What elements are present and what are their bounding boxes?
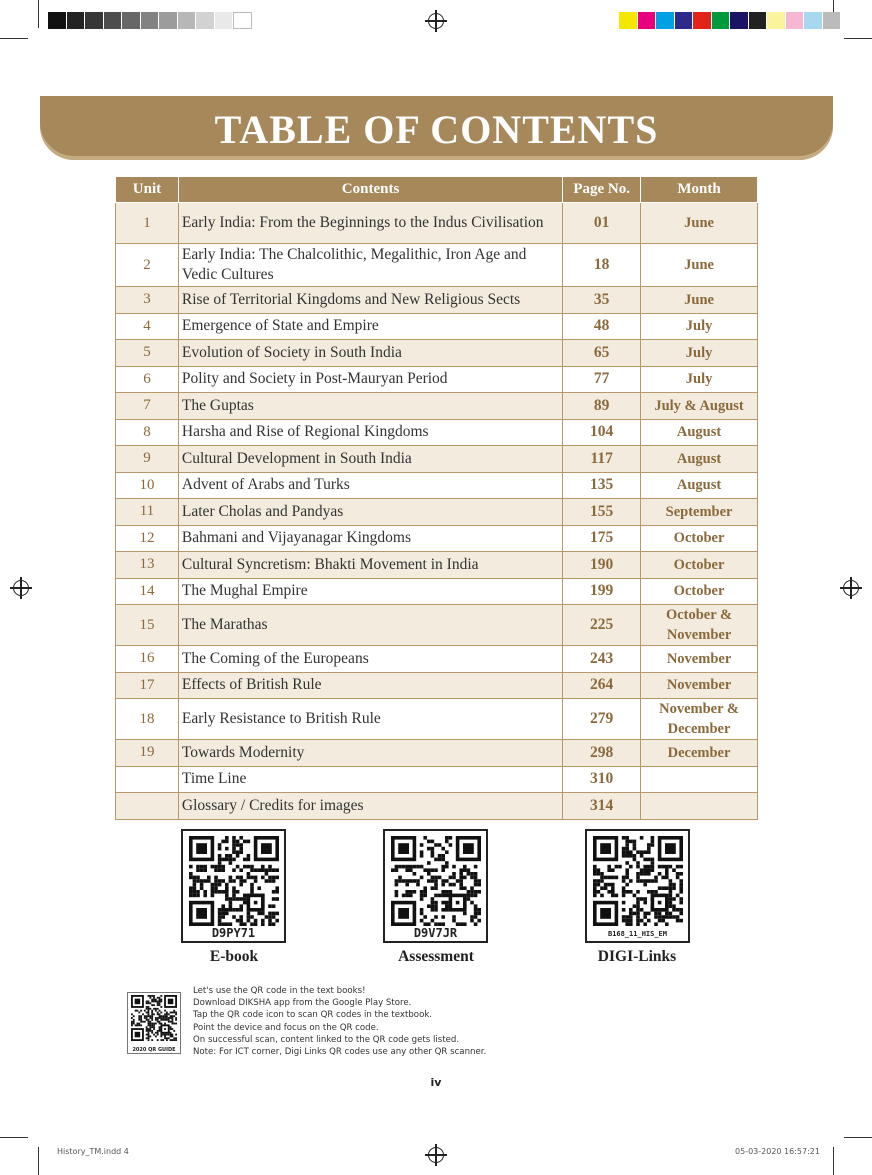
instruction-line: Download DIKSHA app from the Google Play Store. bbox=[193, 998, 412, 1009]
instruction-line: Point the device and focus on the QR code. bbox=[193, 1022, 379, 1033]
table-row bbox=[116, 419, 758, 446]
page-cell: 65 bbox=[563, 340, 641, 367]
table-row bbox=[116, 525, 758, 552]
month-cell: November & December bbox=[641, 699, 758, 740]
contents-cell: Harsha and Rise of Regional Kingdoms bbox=[178, 419, 562, 446]
table-row bbox=[116, 552, 758, 579]
ebook-label: E-book bbox=[209, 948, 259, 965]
contents-cell: Emergence of State and Empire bbox=[178, 313, 562, 340]
crop-mark bbox=[844, 38, 872, 39]
unit-cell: 9 bbox=[116, 446, 179, 473]
month-cell: December bbox=[641, 740, 758, 767]
contents-cell: Evolution of Society in South India bbox=[178, 340, 562, 367]
contents-cell: Early India: The Chalcolithic, Megalithic, Iron Age and Vedic Cultures bbox=[178, 244, 562, 287]
month-cell: November bbox=[641, 672, 758, 699]
contents-table bbox=[115, 176, 758, 820]
qr-code-text: B168_11_HIS_EM bbox=[607, 930, 667, 938]
instruction-line: Let's use the QR code in the text books! bbox=[193, 986, 366, 996]
page-cell: 89 bbox=[563, 393, 641, 420]
month-cell: November bbox=[641, 646, 758, 673]
unit-cell: 5 bbox=[116, 340, 179, 367]
month-cell: October & November bbox=[641, 605, 758, 646]
registration-mark bbox=[428, 13, 444, 29]
month-cell: June bbox=[641, 203, 758, 244]
month-cell: September bbox=[641, 499, 758, 526]
contents-cell: The Coming of the Europeans bbox=[178, 646, 562, 673]
month-cell: August bbox=[641, 446, 758, 473]
footer-filename: History_TM.indd 4 bbox=[57, 1147, 129, 1156]
page-cell: 243 bbox=[563, 646, 641, 673]
instruction-line: On successful scan, content linked to the QR code gets listed. bbox=[193, 1034, 460, 1045]
table-row bbox=[116, 605, 758, 646]
contents-cell: Towards Modernity bbox=[178, 740, 562, 767]
table-row bbox=[116, 287, 758, 314]
page-cell: 279 bbox=[563, 699, 641, 740]
qr-code-text: D9V7JR bbox=[413, 926, 458, 940]
page-cell: 135 bbox=[563, 472, 641, 499]
table-row bbox=[116, 646, 758, 673]
crop-mark bbox=[844, 1137, 872, 1138]
unit-cell: 10 bbox=[116, 472, 179, 499]
unit-cell: 19 bbox=[116, 740, 179, 767]
month-cell: October bbox=[641, 552, 758, 579]
table-row bbox=[116, 446, 758, 473]
page-cell: 199 bbox=[563, 578, 641, 605]
contents-cell: Polity and Society in Post-Mauryan Period bbox=[178, 366, 562, 393]
contents-cell: Bahmani and Vijayanagar Kingdoms bbox=[178, 525, 562, 552]
qr-pattern-icon bbox=[593, 836, 683, 926]
crop-mark bbox=[38, 1147, 39, 1175]
registration-mark bbox=[428, 1147, 444, 1163]
page-cell: 35 bbox=[563, 287, 641, 314]
table-row bbox=[116, 672, 758, 699]
contents-cell: Advent of Arabs and Turks bbox=[178, 472, 562, 499]
ebook-qr-code[interactable] bbox=[181, 829, 286, 943]
contents-cell: The Marathas bbox=[178, 605, 562, 646]
page-cell: 117 bbox=[563, 446, 641, 473]
table-row bbox=[116, 244, 758, 287]
month-cell: July bbox=[641, 313, 758, 340]
table-row bbox=[116, 499, 758, 526]
registration-mark bbox=[843, 580, 859, 596]
unit-cell: 12 bbox=[116, 525, 179, 552]
page-cell: 155 bbox=[563, 499, 641, 526]
month-cell: July & August bbox=[641, 393, 758, 420]
contents-cell: Early Resistance to British Rule bbox=[178, 699, 562, 740]
table-row bbox=[116, 313, 758, 340]
page-cell: 190 bbox=[563, 552, 641, 579]
contents-cell: Cultural Development in South India bbox=[178, 446, 562, 473]
unit-cell: 4 bbox=[116, 313, 179, 340]
contents-cell: Early India: From the Beginnings to the Indus Civilisation bbox=[178, 203, 562, 244]
page-header: Page No. bbox=[563, 177, 641, 203]
table-row bbox=[116, 366, 758, 393]
instruction-line: Tap the QR code icon to scan QR codes in the textbook. bbox=[193, 1010, 433, 1021]
qr-guide-code bbox=[127, 992, 181, 1054]
table-row bbox=[116, 740, 758, 767]
unit-cell bbox=[116, 793, 179, 820]
contents-table-body bbox=[116, 203, 758, 820]
page-cell: 104 bbox=[563, 419, 641, 446]
page-cell: 01 bbox=[563, 203, 641, 244]
contents-cell: The Mughal Empire bbox=[178, 578, 562, 605]
month-cell: July bbox=[641, 366, 758, 393]
table-row bbox=[116, 472, 758, 499]
month-cell: October bbox=[641, 578, 758, 605]
qr-pattern-icon bbox=[189, 836, 279, 926]
unit-cell: 13 bbox=[116, 552, 179, 579]
table-row bbox=[116, 203, 758, 244]
table-row bbox=[116, 699, 758, 740]
qr-guide-caption: 2020 QR GUIDE bbox=[132, 1047, 176, 1053]
unit-cell: 18 bbox=[116, 699, 179, 740]
contents-cell: Cultural Syncretism: Bhakti Movement in India bbox=[178, 552, 562, 579]
page-cell: 175 bbox=[563, 525, 641, 552]
assessment-label: Assessment bbox=[398, 948, 474, 965]
unit-cell: 8 bbox=[116, 419, 179, 446]
crop-mark bbox=[0, 1137, 28, 1138]
month-header: Month bbox=[641, 177, 758, 203]
contents-cell: Glossary / Credits for images bbox=[178, 793, 562, 820]
unit-cell: 14 bbox=[116, 578, 179, 605]
digi-links-qr-code[interactable] bbox=[585, 829, 690, 943]
crop-mark bbox=[0, 38, 28, 39]
color-bar bbox=[619, 12, 841, 29]
page-cell: 225 bbox=[563, 605, 641, 646]
footer-timestamp: 05-03-2020 16:57:21 bbox=[735, 1147, 820, 1156]
month-cell: June bbox=[641, 287, 758, 314]
table-header-row bbox=[116, 177, 758, 203]
table-row bbox=[116, 766, 758, 793]
unit-cell: 11 bbox=[116, 499, 179, 526]
unit-cell: 1 bbox=[116, 203, 179, 244]
contents-header: Contents bbox=[178, 177, 562, 203]
qr-instructions bbox=[193, 985, 486, 1058]
qr-pattern-icon bbox=[131, 995, 177, 1041]
crop-mark bbox=[38, 0, 39, 28]
month-cell bbox=[641, 793, 758, 820]
table-row bbox=[116, 393, 758, 420]
unit-cell: 7 bbox=[116, 393, 179, 420]
page-cell: 48 bbox=[563, 313, 641, 340]
page-cell: 314 bbox=[563, 793, 641, 820]
page-cell: 18 bbox=[563, 244, 641, 287]
table-row bbox=[116, 340, 758, 367]
contents-cell: Rise of Territorial Kingdoms and New Religious Sects bbox=[178, 287, 562, 314]
contents-cell: Time Line bbox=[178, 766, 562, 793]
qr-pattern-icon bbox=[391, 836, 481, 926]
unit-cell: 3 bbox=[116, 287, 179, 314]
unit-cell: 15 bbox=[116, 605, 179, 646]
page-cell: 264 bbox=[563, 672, 641, 699]
unit-header: Unit bbox=[116, 177, 179, 203]
page-cell: 310 bbox=[563, 766, 641, 793]
digi-links-label: DIGI-Links bbox=[597, 948, 677, 965]
page-number: iv bbox=[430, 1076, 442, 1089]
instruction-line: Note: For ICT corner, Digi Links QR codes use any other QR scanner. bbox=[193, 1047, 487, 1058]
contents-cell: The Guptas bbox=[178, 393, 562, 420]
table-row bbox=[116, 793, 758, 820]
unit-cell: 17 bbox=[116, 672, 179, 699]
month-cell: October bbox=[641, 525, 758, 552]
unit-cell: 6 bbox=[116, 366, 179, 393]
month-cell: August bbox=[641, 472, 758, 499]
assessment-qr-code[interactable] bbox=[383, 829, 488, 943]
table-row bbox=[116, 578, 758, 605]
unit-cell bbox=[116, 766, 179, 793]
month-cell: June bbox=[641, 244, 758, 287]
unit-cell: 2 bbox=[116, 244, 179, 287]
contents-cell: Effects of British Rule bbox=[178, 672, 562, 699]
grayscale-bar bbox=[48, 12, 252, 29]
registration-mark bbox=[13, 580, 29, 596]
page-cell: 298 bbox=[563, 740, 641, 767]
crop-mark bbox=[833, 1147, 834, 1175]
month-cell bbox=[641, 766, 758, 793]
contents-cell: Later Cholas and Pandyas bbox=[178, 499, 562, 526]
unit-cell: 16 bbox=[116, 646, 179, 673]
page-cell: 77 bbox=[563, 366, 641, 393]
month-cell: July bbox=[641, 340, 758, 367]
month-cell: August bbox=[641, 419, 758, 446]
qr-code-text: D9PY71 bbox=[211, 926, 256, 940]
page-title: TABLE OF CONTENTS bbox=[214, 107, 659, 152]
